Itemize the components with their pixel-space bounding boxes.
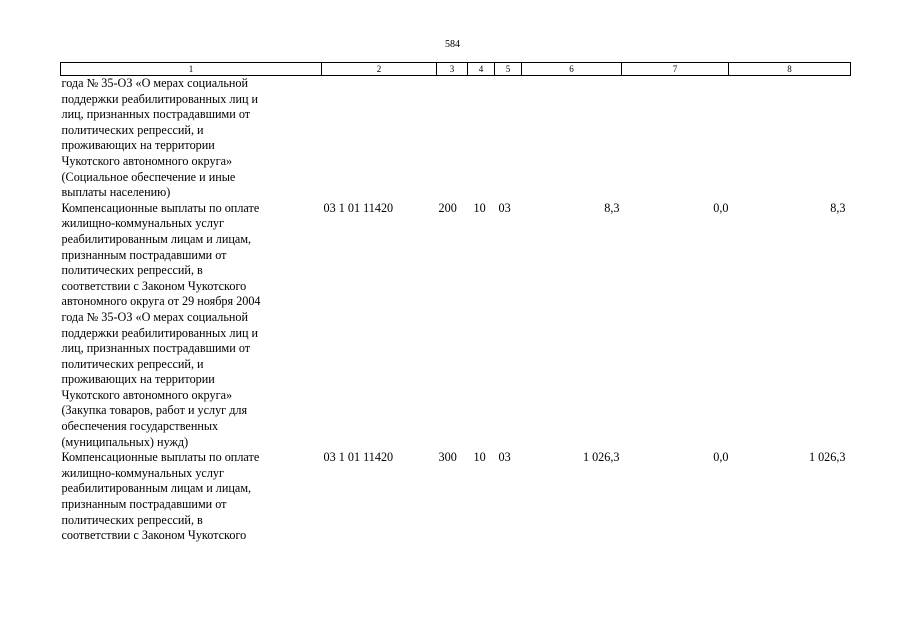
target-article-code: 03 1 01 11420 xyxy=(323,200,394,215)
column-number-4: 4 xyxy=(468,63,495,76)
amount-col6: 1 026,3 xyxy=(582,450,620,465)
expense-type-code xyxy=(437,76,468,201)
amount-col7 xyxy=(622,76,729,201)
target-article-code xyxy=(322,76,437,201)
column-number-2: 2 xyxy=(322,63,437,76)
amount-col8: 8,3 xyxy=(830,200,846,215)
column-number-7: 7 xyxy=(622,63,729,76)
subsection-code xyxy=(495,76,522,201)
subsection-code: 03 xyxy=(498,450,511,465)
column-number-1: 1 xyxy=(61,63,322,76)
section-code xyxy=(468,76,495,201)
expense-type-code: 200 xyxy=(438,200,457,215)
expense-type-code: 300 xyxy=(438,450,457,465)
amount-col6 xyxy=(522,76,622,201)
column-number-5: 5 xyxy=(495,63,522,76)
table-body xyxy=(61,76,851,544)
amount-col8: 1 026,3 xyxy=(808,450,846,465)
table-row xyxy=(61,450,851,544)
row-description: Компенсационные выплаты по оплате жилищно-коммунальных услуг реабилитированным лицам и лицам, признанным пострадавшими от политических репрессий, в соответствии с Законом Чукотского xyxy=(61,450,260,543)
subsection-code: 03 xyxy=(498,200,511,215)
column-number-8: 8 xyxy=(729,63,851,76)
amount-col7: 0,0 xyxy=(713,200,729,215)
table-row xyxy=(61,201,851,451)
header-row xyxy=(61,63,851,76)
row-description: года № 35-ОЗ «О мерах социальной поддержки реабилитированных лиц и лиц, признанных пострадавшими от политических репрессий, и проживающих на территории Чукотского автономного округа» (Социальное обеспечение и иные выплаты населению) xyxy=(61,76,259,200)
row-description: Компенсационные выплаты по оплате жилищно-коммунальных услуг реабилитированным лицам и лицам, признанным пострадавшими от политических репрессий, в соответствии с Законом Чукотского автономного округа от 29 ноября 2004 года № 35-ОЗ «О мерах социальной поддержки реабилитированных лиц и лиц, признанных пострадавшими от политических репрессий, и проживающих на территории Чукотского автономного округа» (Закупка товаров, работ и услуг для обеспечения государственных (муниципальных) нужд) xyxy=(61,200,261,449)
table-row xyxy=(61,76,851,201)
budget-table xyxy=(60,62,851,544)
target-article-code: 03 1 01 11420 xyxy=(323,450,394,465)
section-code: 10 xyxy=(473,450,486,465)
column-number-6: 6 xyxy=(522,63,622,76)
amount-col7: 0,0 xyxy=(713,450,729,465)
amount-col8 xyxy=(729,76,851,201)
section-code: 10 xyxy=(473,200,486,215)
page-number: 584 xyxy=(445,39,460,50)
column-number-3: 3 xyxy=(437,63,468,76)
amount-col6: 8,3 xyxy=(604,200,620,215)
table-header xyxy=(61,63,851,76)
